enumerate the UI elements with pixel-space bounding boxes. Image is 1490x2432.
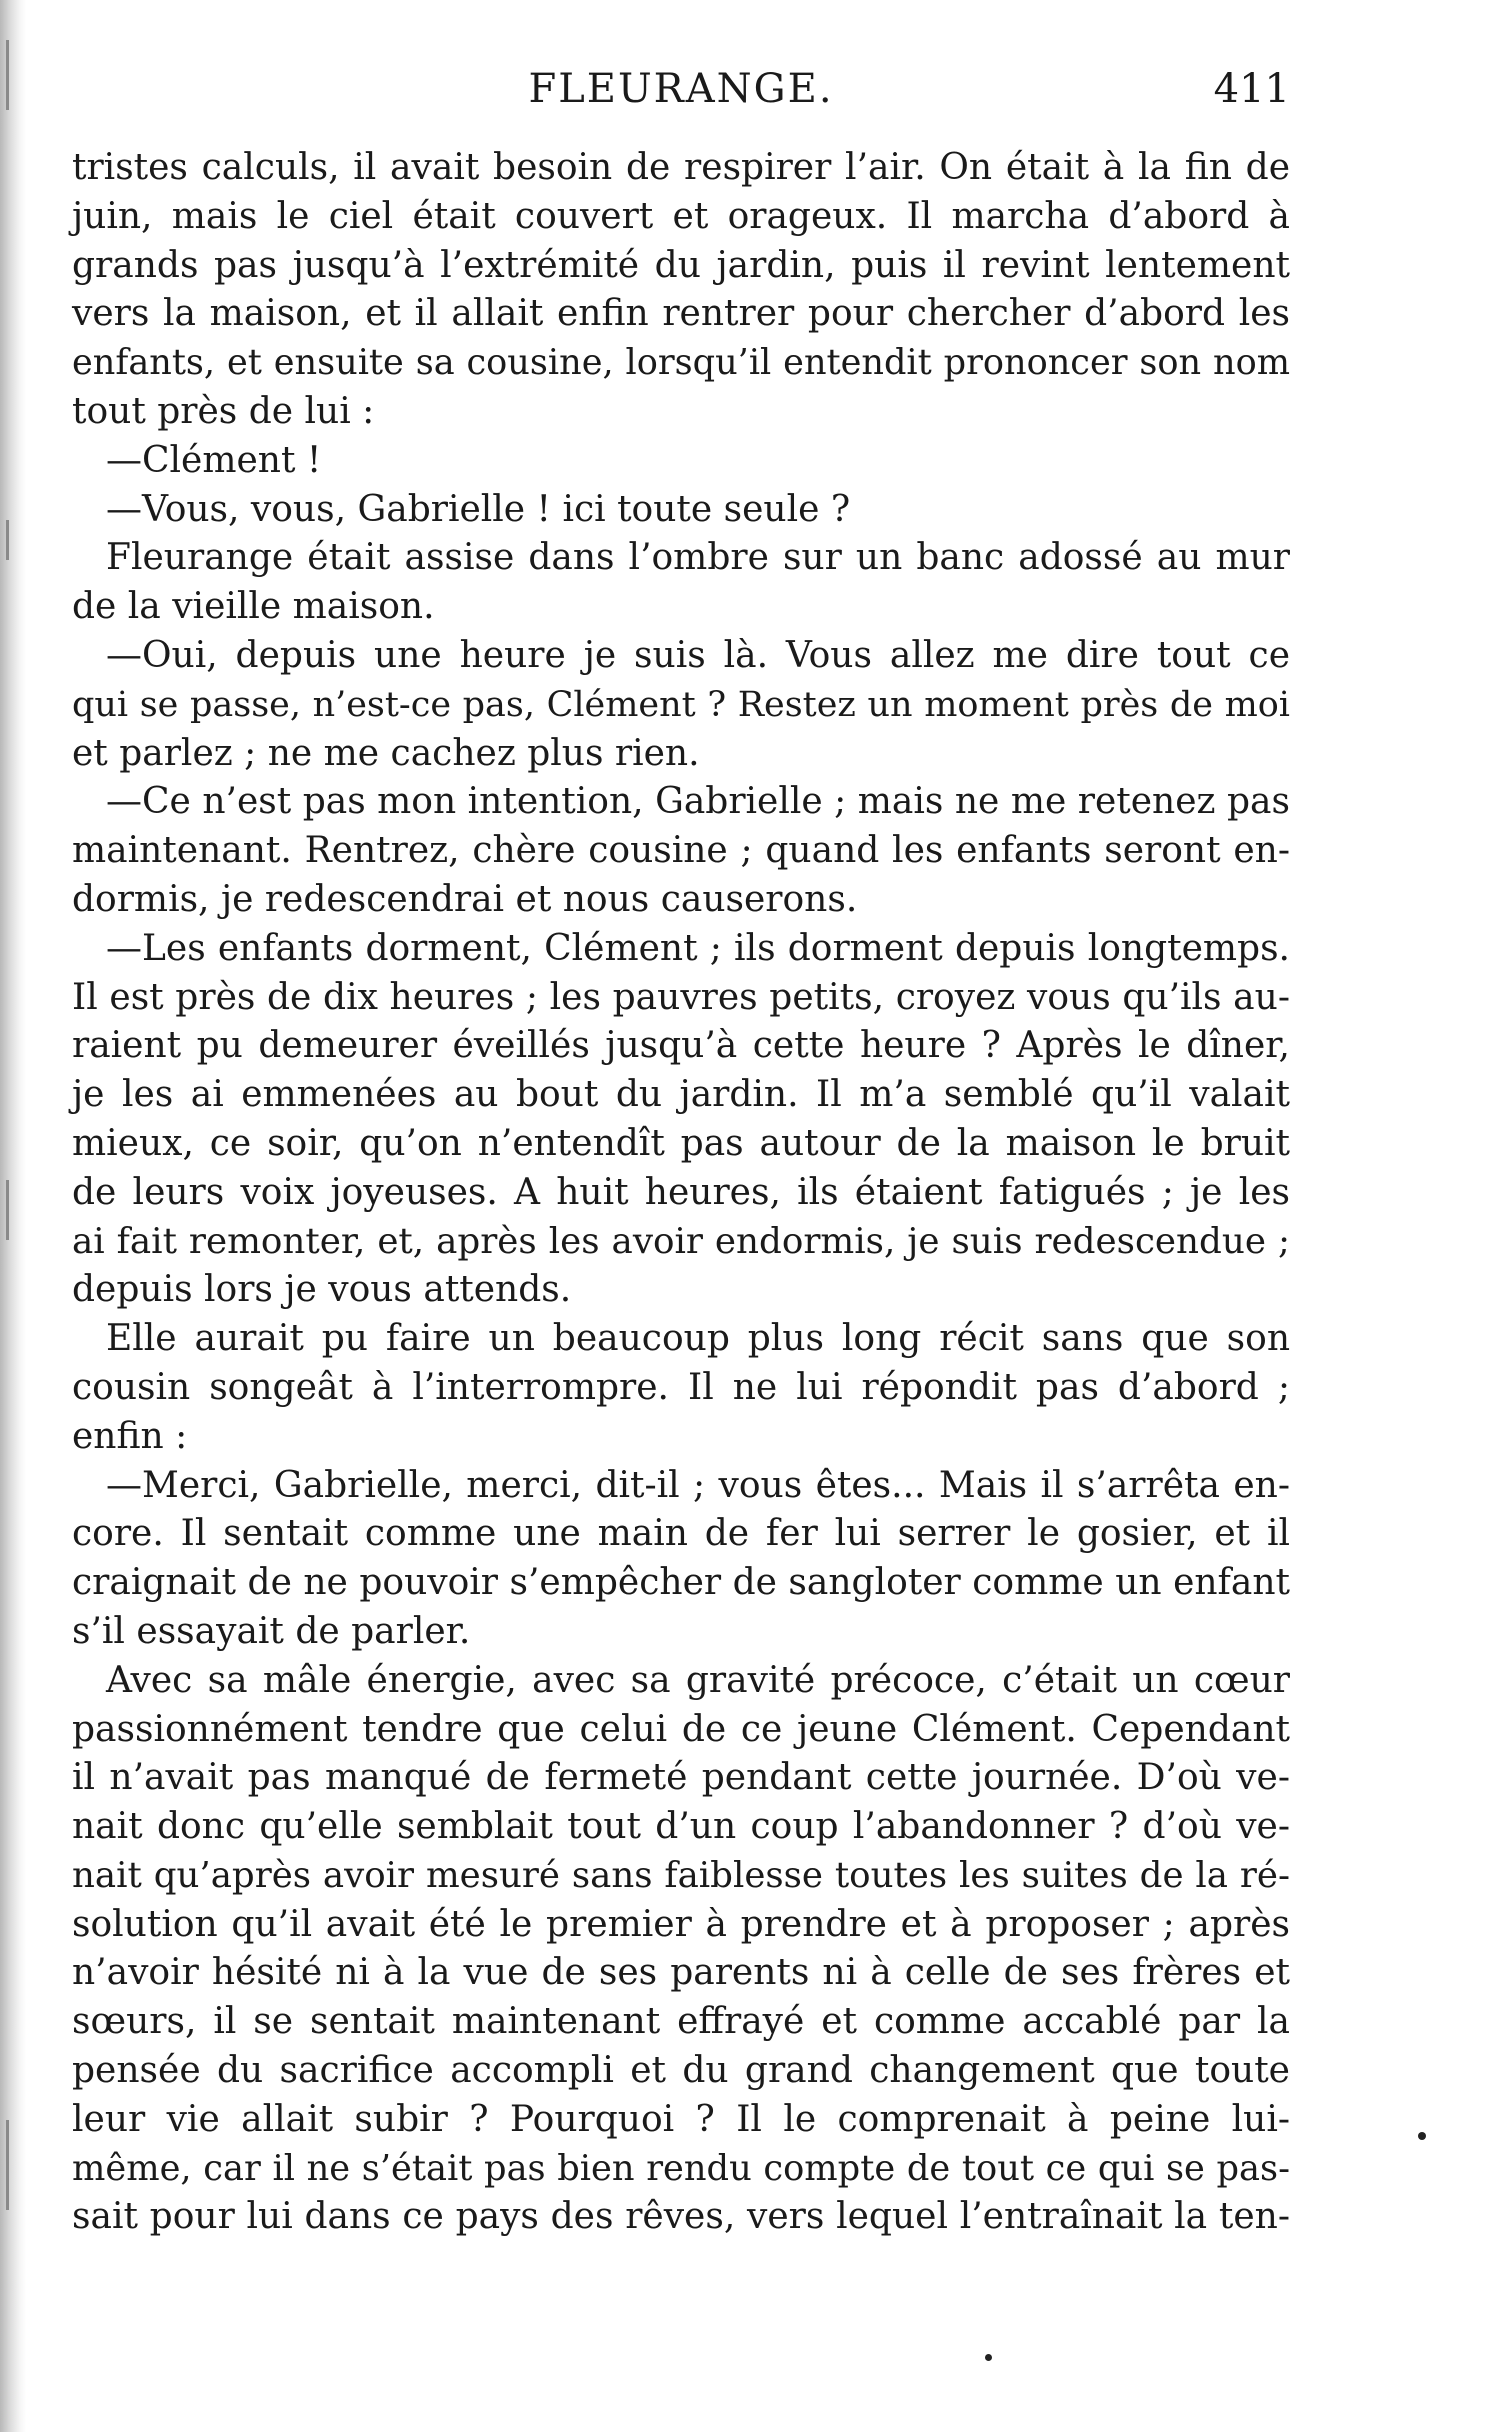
text-line: de la vieille maison. bbox=[72, 586, 435, 628]
text-line: s’il essayait de parler. bbox=[72, 1610, 471, 1652]
text-line: passionnément tendre que celui de ce jeune Clément. Cependant bbox=[72, 1708, 1290, 1750]
text-line: grands pas jusqu’à l’extrémité du jardin, puis il revint lentement bbox=[72, 244, 1290, 286]
text-line: juin, mais le ciel était couvert et orageux. Il marcha d’abord à bbox=[72, 195, 1290, 237]
text-line: Fleurange était assise dans l’ombre sur un banc adossé au mur bbox=[106, 537, 1290, 579]
text-line: tout près de lui : bbox=[72, 390, 375, 432]
page-gutter-shadow bbox=[0, 0, 26, 2432]
text-line: ai fait remonter, et, après les avoir endormis, je suis redescendue ; bbox=[72, 1220, 1290, 1262]
text-line: mieux, ce soir, qu’on n’entendît pas autour de la maison le bruit bbox=[72, 1122, 1290, 1164]
text-line: nait donc qu’elle semblait tout d’un coup l’abandonner ? d’où ve- bbox=[72, 1806, 1290, 1848]
gutter-speck bbox=[6, 40, 9, 110]
text-line: leur vie allait subir ? Pourquoi ? Il le comprenait à peine lui- bbox=[72, 2098, 1290, 2140]
text-line: —Clément ! bbox=[106, 439, 322, 481]
gutter-speck bbox=[6, 520, 9, 560]
text-line: —Ce n’est pas mon intention, Gabrielle ; mais ne me retenez pas bbox=[106, 781, 1290, 823]
text-line: —Les enfants dorment, Clément ; ils dorment depuis longtemps. bbox=[106, 927, 1290, 969]
text-line: n’avoir hésité ni à la vue de ses parents ni à celle de ses frères et bbox=[72, 1952, 1290, 1994]
text-line: cousin songeât à l’interrompre. Il ne lui répondit pas d’abord ; bbox=[72, 1366, 1290, 1408]
stray-ink-dot bbox=[985, 2354, 992, 2361]
text-line: depuis lors je vous attends. bbox=[72, 1269, 572, 1311]
text-line: enfin : bbox=[72, 1415, 188, 1457]
text-line: core. Il sentait comme une main de fer lui serrer le gosier, et il bbox=[72, 1513, 1290, 1555]
page-number: 411 bbox=[1213, 66, 1290, 112]
text-line: solution qu’il avait été le premier à prendre et à proposer ; après bbox=[72, 1903, 1290, 1945]
text-line: raient pu demeurer éveillés jusqu’à cette heure ? Après le dîner, bbox=[72, 1025, 1290, 1067]
text-line: Avec sa mâle énergie, avec sa gravité précoce, c’était un cœur bbox=[106, 1659, 1290, 1701]
text-line: et parlez ; ne me cachez plus rien. bbox=[72, 732, 700, 774]
text-line: craignait de ne pouvoir s’empêcher de sangloter comme un enfant bbox=[72, 1562, 1290, 1604]
stray-ink-dot bbox=[1418, 2132, 1426, 2140]
gutter-speck bbox=[6, 1180, 9, 1240]
text-line: enfants, et ensuite sa cousine, lorsqu’il entendit prononcer son nom bbox=[72, 342, 1290, 384]
text-line: —Merci, Gabrielle, merci, dit-il ; vous êtes... Mais il s’arrêta en- bbox=[106, 1464, 1290, 1506]
text-line: qui se passe, n’est-ce pas, Clément ? Restez un moment près de moi bbox=[72, 684, 1290, 725]
text-line: vers la maison, et il allait enfin rentrer pour chercher d’abord les bbox=[72, 293, 1290, 335]
text-line: maintenant. Rentrez, chère cousine ; quand les enfants seront en- bbox=[72, 830, 1290, 872]
text-line: sait pour lui dans ce pays des rêves, vers lequel l’entraînait la ten- bbox=[72, 2196, 1290, 2238]
text-line: sœurs, il se sentait maintenant effrayé et comme accablé par la bbox=[72, 2001, 1290, 2043]
text-line: Elle aurait pu faire un beaucoup plus long récit sans que son bbox=[106, 1318, 1290, 1360]
running-title: FLEURANGE. bbox=[528, 66, 834, 112]
text-line: tristes calculs, il avait besoin de respirer l’air. On était à la fin de bbox=[72, 147, 1290, 188]
text-line: —Vous, vous, Gabrielle ! ici toute seule ? bbox=[106, 488, 851, 530]
text-block bbox=[72, 144, 1290, 2242]
text-line: de leurs voix joyeuses. A huit heures, ils étaient fatigués ; je les bbox=[72, 1171, 1290, 1213]
text-line: pensée du sacrifice accompli et du grand changement que toute bbox=[72, 2050, 1290, 2092]
running-head bbox=[72, 66, 1290, 126]
text-line: même, car il ne s’était pas bien rendu compte de tout ce qui se pas- bbox=[72, 2147, 1290, 2189]
text-line: —Oui, depuis une heure je suis là. Vous allez me dire tout ce bbox=[106, 634, 1290, 676]
text-line: dormis, je redescendrai et nous causerons. bbox=[72, 878, 858, 920]
gutter-speck bbox=[6, 2120, 9, 2210]
text-line: Il est près de dix heures ; les pauvres petits, croyez vous qu’ils au- bbox=[72, 976, 1290, 1018]
text-line: je les ai emmenées au bout du jardin. Il m’a semblé qu’il valait bbox=[72, 1074, 1290, 1116]
text-line: il n’avait pas manqué de fermeté pendant cette journée. D’où ve- bbox=[72, 1757, 1290, 1799]
text-line: nait qu’après avoir mesuré sans faiblesse toutes les suites de la ré- bbox=[72, 1854, 1290, 1896]
